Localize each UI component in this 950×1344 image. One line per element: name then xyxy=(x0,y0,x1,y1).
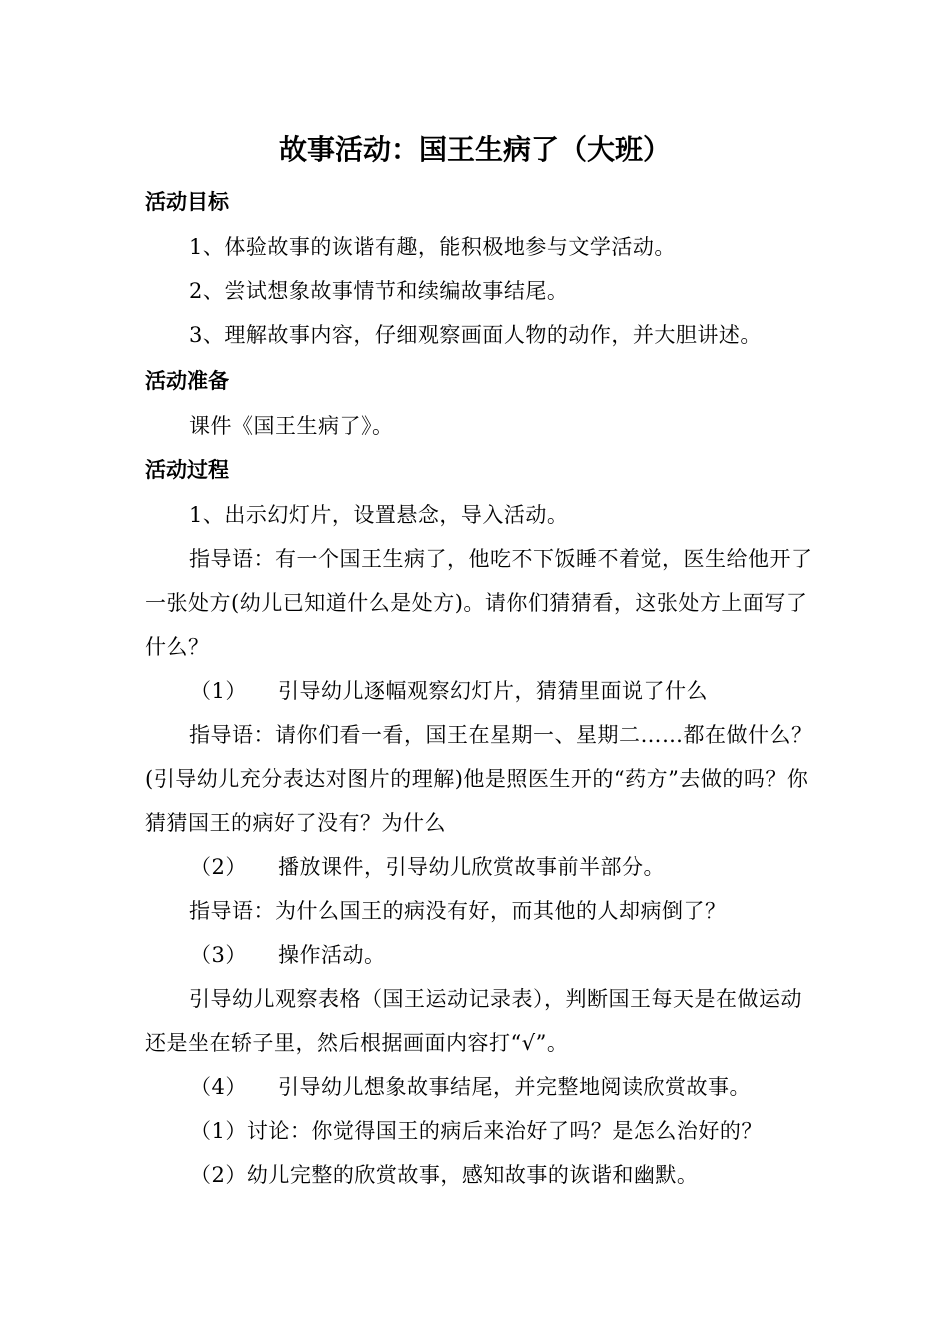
goal-item-3: 3、理解故事内容，仔细观察画面人物的动作，并大胆讲述。 xyxy=(189,323,762,347)
substep-2-number: （2） xyxy=(190,855,247,879)
heading-goals: 活动目标 xyxy=(145,190,229,214)
heading-process: 活动过程 xyxy=(145,458,229,482)
substep-4 xyxy=(190,1065,820,1109)
substep-2-text: 播放课件，引导幼儿欣赏故事前半部分。 xyxy=(278,855,665,879)
guide-text-1: 指导语：有一个国王生病了，他吃不下饭睡不着觉，医生给他开了一张处方(幼儿已知道什么是处方)。请你们猜猜看，这张处方上面写了什么？ xyxy=(145,547,813,659)
substep-1-text: 引导幼儿逐幅观察幻灯片，猜猜里面说了什么 xyxy=(278,679,708,703)
guide-text-4: 引导幼儿观察表格（国王运动记录表），判断国王每天是在做运动还是坐在轿子里，然后根据画面内容打“√”。 xyxy=(145,987,802,1055)
heading-prep: 活动准备 xyxy=(145,369,229,393)
discussion-1: （1）讨论：你觉得国王的病后来治好了吗？是怎么治好的？ xyxy=(190,1119,763,1143)
substep-1-number: （1） xyxy=(190,679,247,703)
substep-4-text: 引导幼儿想象故事结尾，并完整地阅读欣赏故事。 xyxy=(278,1075,751,1099)
process-step-1: 1、出示幻灯片，设置悬念，导入活动。 xyxy=(189,503,569,527)
discussion-2: （2）幼儿完整的欣赏故事，感知故事的诙谐和幽默。 xyxy=(190,1163,699,1187)
goal-item-2: 2、尝试想象故事情节和续编故事结尾。 xyxy=(189,279,569,303)
substep-4-number: （4） xyxy=(190,1075,247,1099)
prep-item-1: 课件《国王生病了》。 xyxy=(189,414,394,438)
substep-3 xyxy=(190,933,820,977)
page-title: 故事活动：国王生病了（大班） xyxy=(278,133,671,166)
substep-2 xyxy=(190,845,820,889)
substep-3-text: 操作活动。 xyxy=(278,943,386,967)
guide-text-2: 指导语：请你们看一看，国王在星期一、星期二……都在做什么？(引导幼儿充分表达对图片的理解)他是照医生开的“药方”去做的吗？你猜猜国王的病好了没有？为什么 xyxy=(145,723,813,835)
goal-item-1: 1、体验故事的诙谐有趣，能积极地参与文学活动。 xyxy=(189,235,676,259)
substep-3-number: （3） xyxy=(190,943,247,967)
guide-text-3: 指导语：为什么国王的病没有好，而其他的人却病倒了？ xyxy=(189,899,727,923)
substep-1 xyxy=(190,669,820,713)
